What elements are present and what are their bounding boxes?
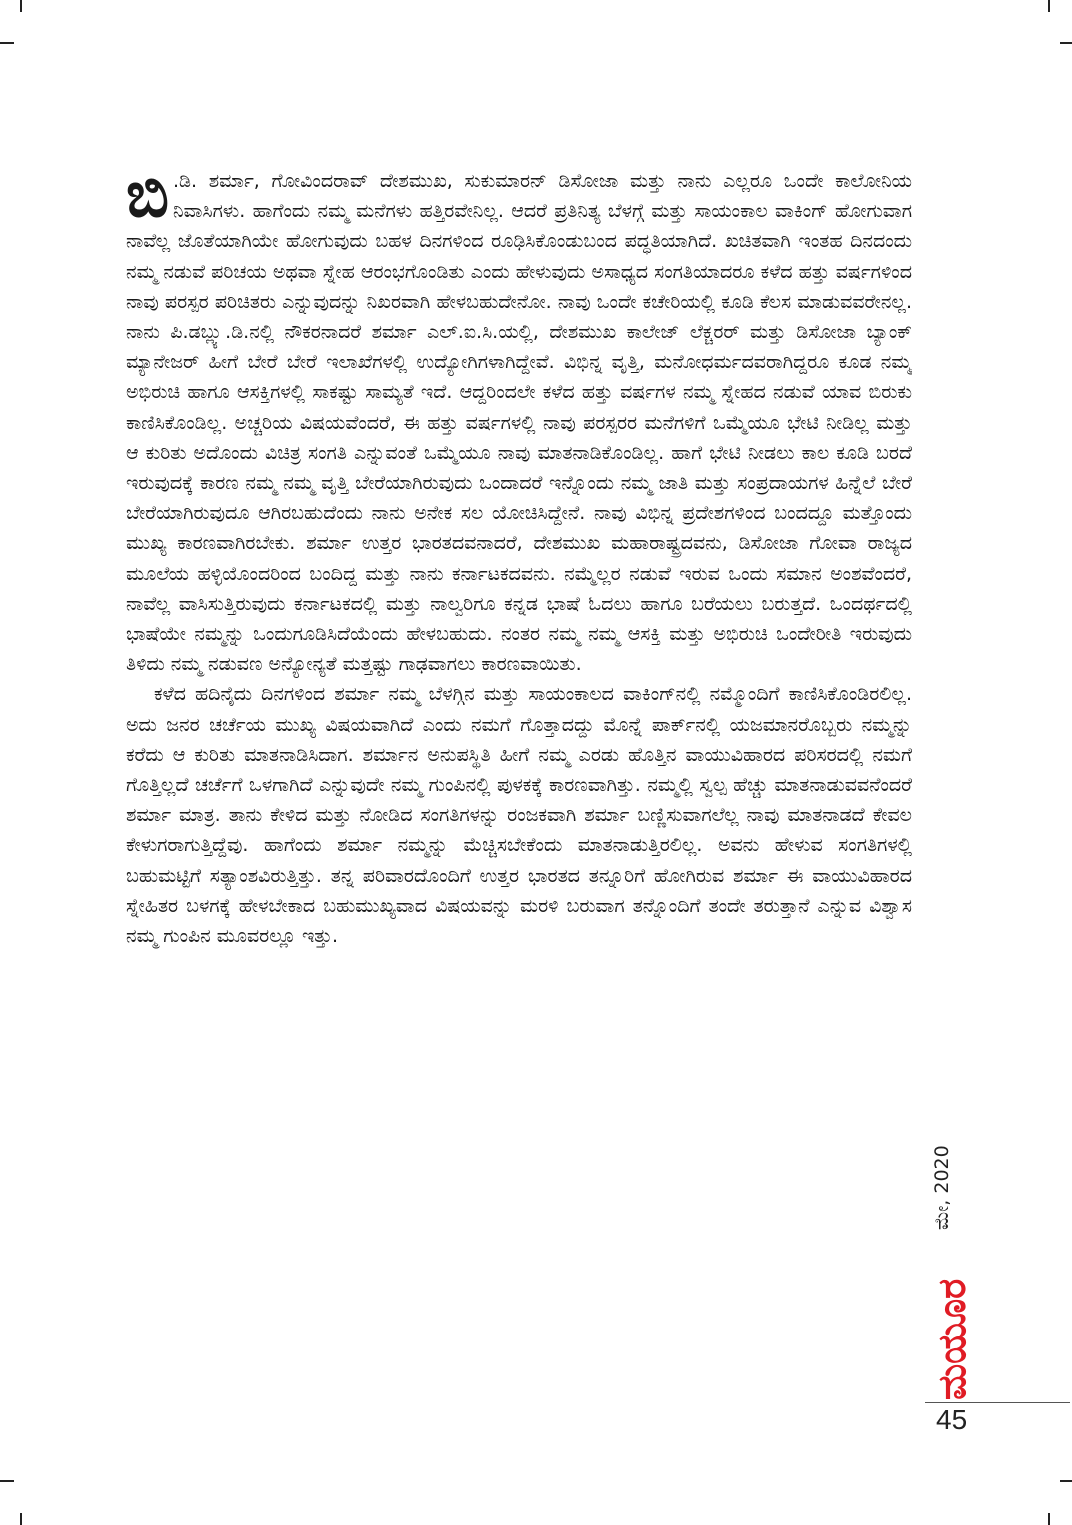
article-paragraph-2: ಕಳೆದ ಹದಿನೈದು ದಿನಗಳಿಂದ ಶರ್ಮಾ ನಮ್ಮ ಬೆಳಗ್ಗಿನ ಮತ್ತು ಸಾಯಂಕಾಲದ ವಾಕಿಂಗ್‌ನಲ್ಲಿ ನಮ್ಮೊಂದಿಗೆ ಕಾಣಿಸಿಕೊಂಡಿರಲಿಲ್ಲ. ಅದು ಜನರ ಚರ್ಚೆಯ ಮುಖ್ಯ ವಿಷಯವಾಗಿದೆ ಎಂದು ನಮಗೆ ಗೊತ್ತಾದದ್ದು ಮೊನ್ನೆ ಪಾರ್ಕ್‌ನಲ್ಲಿ ಯಜಮಾನರೊಬ್ಬರು ನಮ್ಮನ್ನು ಕರೆದು ಆ ಕುರಿತು ಮಾತನಾಡಿಸಿದಾಗ. ಶರ್ಮಾನ ಅನುಪಸ್ಥಿತಿ ಹೀಗೆ ನಮ್ಮ ಎರಡು ಹೊತ್ತಿನ ವಾಯುವಿಹಾರದ ಪರಿಸರದಲ್ಲಿ ನಮಗೆ ಗೊತ್ತಿಲ್ಲದೆ ಚರ್ಚೆಗೆ ಒಳಗಾಗಿದೆ ಎನ್ನುವುದೇ ನಮ್ಮ ಗುಂಪಿನಲ್ಲಿ ಪುಳಕಕ್ಕೆ ಕಾರಣವಾಗಿತ್ತು. ನಮ್ಮಲ್ಲಿ ಸ್ವಲ್ಪ ಹೆಚ್ಚು ಮಾತನಾಡುವವನೆಂದರೆ ಶರ್ಮಾ ಮಾತ್ರ. ತಾನು ಕೇಳಿದ ಮತ್ತು ನೋಡಿದ ಸಂಗತಿಗಳನ್ನು ರಂಜಕವಾಗಿ ಶರ್ಮಾ ಬಣ್ಣಿಸುವಾಗಲೆಲ್ಲ ನಾವು ಮಾತನಾಡದೆ ಕೇವಲ ಕೇಳುಗರಾಗುತ್ತಿದ್ದೆವು. ಹಾಗೆಂದು ಶರ್ಮಾ ನಮ್ಮನ್ನು ಮೆಚ್ಚಿಸಬೇಕೆಂದು ಮಾತನಾಡುತ್ತಿರಲಿಲ್ಲ. ಅವನು ಹೇಳುವ ಸಂಗತಿಗಳಲ್ಲಿ ಬಹುಮಟ್ಟಿಗೆ ಸತ್ಯಾಂಶವಿರುತ್ತಿತ್ತು. ತನ್ನ ಪರಿವಾರದೊಂದಿಗೆ ಉತ್ತರ ಭಾರತದ ತನ್ನೂರಿಗೆ ಹೋಗಿರುವ ಶರ್ಮಾ ಈ ವಾಯುವಿಹಾರದ ಸ್ನೇಹಿತರ ಬಳಗಕ್ಕೆ ಹೇಳಬೇಕಾದ ಬಹುಮುಖ್ಯವಾದ ವಿಷಯವನ್ನು ಮರಳಿ ಬರುವಾಗ ತನ್ನೊಂದಿಗೆ ತಂದೇ ತರುತ್ತಾನೆ ಎನ್ನುವ ವಿಶ್ವಾಸ ನಮ್ಮ ಗುಂಪಿನ ಮೂವರಲ್ಲೂ ಇತ್ತು.	[126, 683, 912, 948]
footer-rule	[925, 1402, 1070, 1403]
page-number: 45	[936, 1404, 968, 1435]
article-paragraph-1-text: .ಡಿ. ಶರ್ಮಾ, ಗೋವಿಂದರಾವ್ ದೇಶಮುಖ, ಸುಕುಮಾರನ್ ಡಿಸೋಜಾ ಮತ್ತು ನಾನು ಎಲ್ಲರೂ ಒಂದೇ ಕಾಲೋನಿಯ ನಿವಾಸಿಗಳು. ಹಾಗೆಂದು ನಮ್ಮ ಮನೆಗಳು ಹತ್ತಿರವೇನಿಲ್ಲ. ಆದರೆ ಪ್ರತಿನಿತ್ಯ ಬೆಳಗ್ಗೆ ಮತ್ತು ಸಾಯಂಕಾಲ ವಾಕಿಂಗ್ ಹೋಗುವಾಗ ನಾವೆಲ್ಲ ಜೊತೆಯಾಗಿಯೇ ಹೋಗುವುದು ಬಹಳ ದಿನಗಳಿಂದ ರೂಢಿಸಿಕೊಂಡುಬಂದ ಪದ್ಧತಿಯಾಗಿದೆ. ಖಚಿತವಾಗಿ ಇಂತಹ ದಿನದಂದು ನಮ್ಮ ನಡುವೆ ಪರಿಚಯ ಅಥವಾ ಸ್ನೇಹ ಆರಂಭಗೊಂಡಿತು ಎಂದು ಹೇಳುವುದು ಅಸಾಧ್ಯದ ಸಂಗತಿಯಾದರೂ ಕಳೆದ ಹತ್ತು ವರ್ಷಗಳಿಂದ ನಾವು ಪರಸ್ಪರ ಪರಿಚಿತರು ಎನ್ನುವುದನ್ನು ನಿಖರವಾಗಿ ಹೇಳಬಹುದೇನೋ. ನಾವು ಒಂದೇ ಕಚೇರಿಯಲ್ಲಿ ಕೂಡಿ ಕೆಲಸ ಮಾಡುವವರೇನಲ್ಲ. ನಾನು ಪಿ.ಡಬ್ಲ್ಯು.ಡಿ.ನಲ್ಲಿ ನೌಕರನಾದರೆ ಶರ್ಮಾ ಎಲ್.ಐ.ಸಿ.ಯಲ್ಲಿ, ದೇಶಮುಖ ಕಾಲೇಜ್ ಲೆಕ್ಚರರ್ ಮತ್ತು ಡಿಸೋಜಾ ಬ್ಯಾಂಕ್ ಮ್ಯಾನೇಜರ್ ಹೀಗೆ ಬೇರೆ ಬೇರೆ ಇಲಾಖೆಗಳಲ್ಲಿ ಉದ್ಯೋಗಿಗಳಾಗಿದ್ದೇವೆ. ವಿಭಿನ್ನ ವೃತ್ತಿ, ಮನೋಧರ್ಮದವರಾಗಿದ್ದರೂ ಕೂಡ ನಮ್ಮ ಅಭಿರುಚಿ ಹಾಗೂ ಆಸಕ್ತಿಗಳಲ್ಲಿ ಸಾಕಷ್ಟು ಸಾಮ್ಯತೆ ಇದೆ. ಆದ್ದರಿಂದಲೇ ಕಳೆದ ಹತ್ತು ವರ್ಷಗಳ ನಮ್ಮ ಸ್ನೇಹದ ನಡುವೆ ಯಾವ ಬಿರುಕು ಕಾಣಿಸಿಕೊಂಡಿಲ್ಲ. ಅಚ್ಚರಿಯ ವಿಷಯವೆಂದರೆ, ಈ ಹತ್ತು ವರ್ಷಗಳಲ್ಲಿ ನಾವು ಪರಸ್ಪರರ ಮನೆಗಳಿಗೆ ಒಮ್ಮೆಯೂ ಭೇಟಿ ನೀಡಿಲ್ಲ ಮತ್ತು ಆ ಕುರಿತು ಅದೊಂದು ವಿಚಿತ್ರ ಸಂಗತಿ ಎನ್ನುವಂತೆ ಒಮ್ಮೆಯೂ ನಾವು ಮಾತನಾಡಿಕೊಂಡಿಲ್ಲ. ಹಾಗೆ ಭೇಟಿ ನೀಡಲು ಕಾಲ ಕೂಡಿ ಬರದೆ ಇರುವುದಕ್ಕೆ ಕಾರಣ ನಮ್ಮ ನಮ್ಮ ವೃತ್ತಿ ಬೇರೆಯಾಗಿರುವುದು ಒಂದಾದರೆ ಇನ್ನೊಂದು ನಮ್ಮ ಜಾತಿ ಮತ್ತು ಸಂಪ್ರದಾಯಗಳ ಹಿನ್ನೆಲೆ ಬೇರೆ ಬೇರೆಯಾಗಿರುವುದೂ ಆಗಿರಬಹುದೆಂದು ನಾನು ಅನೇಕ ಸಲ ಯೋಚಿಸಿದ್ದೇನೆ. ನಾವು ವಿಭಿನ್ನ ಪ್ರದೇಶಗಳಿಂದ ಬಂದದ್ದೂ ಮತ್ತೊಂದು ಮುಖ್ಯ ಕಾರಣವಾಗಿರಬೇಕು. ಶರ್ಮಾ ಉತ್ತರ ಭಾರತದವನಾದರೆ, ದೇಶಮುಖ ಮಹಾರಾಷ್ಟ್ರದವನು, ಡಿಸೋಜಾ ಗೋವಾ ರಾಜ್ಯದ ಮೂಲೆಯ ಹಳ್ಳಿಯೊಂದರಿಂದ ಬಂದಿದ್ದ ಮತ್ತು ನಾನು ಕರ್ನಾಟಕದವನು. ನಮ್ಮೆಲ್ಲರ ನಡುವೆ ಇರುವ ಒಂದು ಸಮಾನ ಅಂಶವೆಂದರೆ, ನಾವೆಲ್ಲ ವಾಸಿಸುತ್ತಿರುವುದು ಕರ್ನಾಟಕದಲ್ಲಿ ಮತ್ತು ನಾಲ್ವರಿಗೂ ಕನ್ನಡ ಭಾಷೆ ಓದಲು ಹಾಗೂ ಬರೆಯಲು ಬರುತ್ತದೆ. ಒಂದರ್ಥದಲ್ಲಿ ಭಾಷೆಯೇ ನಮ್ಮನ್ನು ಒಂದುಗೂಡಿಸಿದೆಯೆಂದು ಹೇಳಬಹುದು. ನಂತರ ನಮ್ಮ ನಮ್ಮ ಆಸಕ್ತಿ ಮತ್ತು ಅಭಿರುಚಿ ಒಂದೇರೀತಿ ಇರುವುದು ತಿಳಿದು ನಮ್ಮ ನಡುವಣ ಅನ್ಯೋನ್ಯತೆ ಮತ್ತಷ್ಟು ಗಾಢವಾಗಲು ಕಾರಣವಾಯಿತು.	[126, 170, 912, 676]
crop-mark-right-upper	[1060, 42, 1072, 44]
crop-mark-top-left	[20, 0, 22, 12]
crop-mark-bottom-right	[1048, 1513, 1050, 1525]
drop-cap: ಬಿ	[126, 166, 170, 232]
article-body	[126, 166, 912, 1406]
magazine-sidebar	[925, 1110, 985, 1410]
crop-mark-right-lower	[1060, 1480, 1072, 1482]
crop-mark-top-right	[1048, 0, 1050, 12]
article-paragraph-1	[126, 166, 912, 679]
crop-mark-left-upper	[0, 42, 14, 44]
crop-mark-left-lower	[0, 1480, 14, 1482]
magazine-name: ಮಯೂರ	[930, 1278, 974, 1400]
crop-mark-bottom-left	[20, 1513, 22, 1525]
issue-date: ಮೇ, 2020	[931, 1145, 953, 1230]
